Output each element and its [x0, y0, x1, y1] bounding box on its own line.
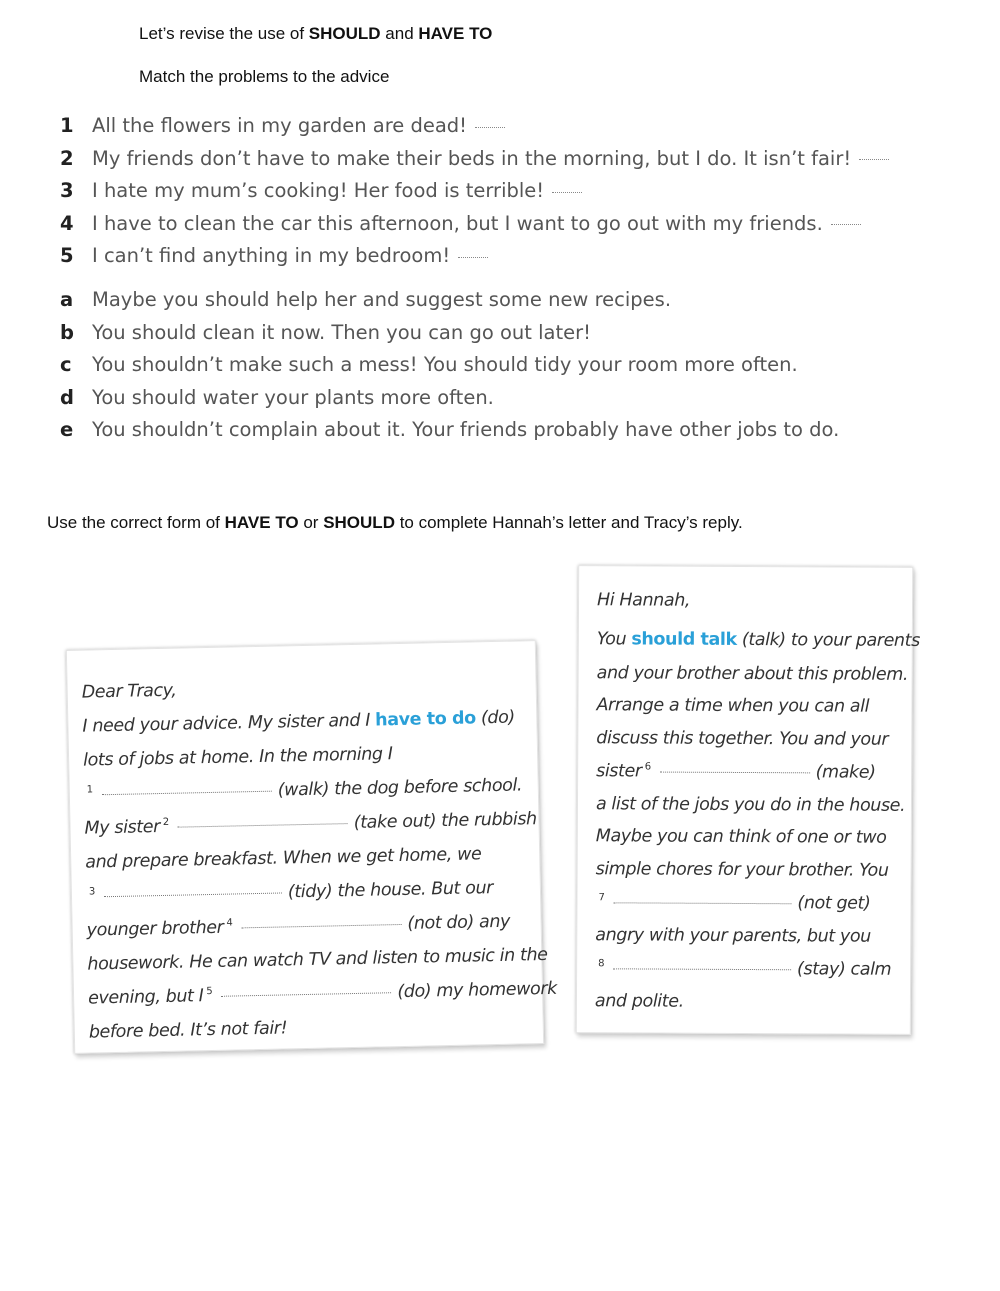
letter-line	[86, 878, 493, 907]
advice-letter: d	[60, 385, 74, 409]
letter-text: younger brother	[86, 917, 224, 941]
letter-line: and prepare breakfast. When we get home, we	[85, 844, 482, 873]
reply-text: (make)	[815, 762, 876, 783]
reply-line: Maybe you can think of one or two	[595, 826, 887, 848]
problem-text: I hate my mum’s cooking! Her food is terrible!	[92, 179, 545, 202]
letter-text: (do) my homework	[397, 978, 558, 1003]
tracy-reply-card	[576, 565, 920, 1035]
blank-number: 3	[88, 886, 95, 898]
problem-number: 2	[60, 146, 74, 170]
letter-line: lots of jobs at home. In the morning I	[82, 744, 393, 771]
advice-text: Maybe you should help her and suggest some new recipes.	[92, 288, 672, 311]
reply-line	[595, 892, 870, 913]
gap-fill-3[interactable]	[104, 891, 282, 897]
reply-line	[597, 629, 920, 651]
tracy-reply-text	[594, 586, 920, 1028]
blank-number: 2	[162, 817, 169, 829]
advice-list	[60, 284, 839, 447]
advice-text: You should clean it now. Then you can go out later!	[92, 320, 591, 344]
reply-text: sister	[596, 761, 642, 782]
advice-item	[60, 317, 839, 350]
advice-letter: b	[60, 320, 74, 344]
reply-line	[595, 958, 891, 980]
problem-item	[60, 240, 889, 273]
problem-number: 1	[60, 114, 74, 137]
match-instruction: Match the problems to the advice	[139, 67, 390, 86]
problem-text: I can’t find anything in my bedroom!	[92, 244, 451, 267]
reply-text: (stay) calm	[797, 959, 892, 980]
instruction-text: Use the correct form of	[47, 513, 225, 532]
instruction-keyword-have-to: HAVE TO	[224, 513, 299, 532]
letter-line: housework. He can watch TV and listen to music in the	[87, 944, 548, 975]
gap-fill-4[interactable]	[241, 923, 401, 928]
instruction-text-or: or	[298, 513, 324, 532]
advice-text: You shouldn’t complain about it. Your friends probably have other jobs to do.	[92, 418, 840, 441]
letter-text: (do)	[475, 707, 516, 729]
letter-text: (take out) the rubbish	[353, 809, 537, 833]
letter-text: (walk) the dog before school.	[277, 775, 523, 801]
answer-blank[interactable]	[552, 191, 582, 193]
problem-text: All the flowers in my garden are dead!	[92, 114, 468, 137]
problem-item	[60, 175, 889, 208]
gap-fill-2[interactable]	[178, 822, 348, 828]
letter-line	[86, 912, 510, 941]
hannah-letter-text	[81, 663, 558, 1043]
advice-item	[60, 349, 839, 382]
problem-item	[60, 143, 889, 176]
blank-number: 5	[206, 986, 213, 998]
gap-fill-6[interactable]	[660, 771, 810, 774]
blank-number: 8	[598, 958, 605, 970]
reply-line: Arrange a time when you can all	[596, 695, 870, 717]
reply-line: angry with your parents, but you	[595, 925, 871, 947]
instruction-text-end: to complete Hannah’s letter and Tracy’s reply.	[394, 513, 743, 532]
advice-item	[60, 414, 839, 447]
answer-blank[interactable]	[458, 256, 488, 258]
example-answer: have to do	[374, 708, 477, 731]
reply-text: (not get)	[797, 893, 871, 914]
letter-line	[84, 775, 523, 804]
letter-instruction	[47, 513, 743, 533]
advice-text: You should water your plants more often.	[92, 385, 494, 409]
advice-letter: e	[60, 418, 74, 441]
reply-line	[596, 761, 876, 782]
reply-line: a list of the jobs you do in the house.	[595, 794, 906, 816]
letter-text: (tidy) the house. But our	[287, 878, 494, 903]
advice-letter: c	[60, 353, 72, 376]
blank-number: 1	[86, 784, 93, 796]
reply-line: and polite.	[594, 991, 684, 1012]
reply-text: (talk) to your parents	[736, 629, 920, 651]
letter-text: (not do) any	[407, 911, 511, 934]
example-answer: should talk	[631, 629, 737, 650]
letter-line	[84, 809, 537, 838]
advice-text: You shouldn’t make such a mess! You should tidy your room more often.	[92, 353, 798, 376]
answer-blank[interactable]	[831, 223, 861, 225]
problems-list	[60, 110, 889, 273]
problem-number: 3	[60, 179, 74, 202]
reply-line: simple chores for your brother. You	[595, 859, 889, 881]
instruction-keyword-should: SHOULD	[323, 513, 395, 532]
letter-greeting: Dear Tracy,	[81, 680, 177, 703]
letter-text: My sister	[84, 817, 161, 839]
problem-item	[60, 208, 889, 241]
problem-number: 5	[60, 244, 74, 267]
blank-number: 4	[226, 917, 233, 929]
gap-fill-5[interactable]	[221, 991, 391, 997]
advice-item	[60, 382, 839, 415]
problem-number: 4	[60, 211, 74, 235]
letter-text: evening, but I	[87, 986, 204, 1009]
intro-text: Let’s revise the use of	[139, 24, 309, 43]
hannah-letter-card	[66, 640, 558, 1054]
intro-title	[139, 24, 492, 44]
blank-number: 6	[644, 761, 651, 773]
intro-keyword-have-to: HAVE TO	[418, 24, 493, 43]
advice-letter: a	[60, 288, 74, 311]
reply-text: You	[596, 629, 632, 650]
intro-text-and: and	[380, 24, 419, 43]
blank-number: 7	[598, 892, 605, 904]
advice-item	[60, 284, 839, 317]
gap-fill-8[interactable]	[613, 967, 791, 970]
problem-text: My friends don’t have to make their beds in the morning, but I do. It isn’t fair!	[92, 146, 852, 170]
letter-line: before bed. It’s not fair!	[88, 1018, 288, 1043]
answer-blank[interactable]	[475, 126, 505, 128]
answer-blank[interactable]	[859, 158, 889, 160]
letter-line	[88, 979, 557, 1009]
gap-fill-1[interactable]	[102, 790, 272, 796]
reply-greeting: Hi Hannah,	[596, 590, 691, 611]
reply-line: and your brother about this problem.	[596, 663, 909, 685]
problem-item	[60, 110, 889, 143]
letter-line	[82, 708, 515, 737]
gap-fill-7[interactable]	[613, 901, 791, 904]
letter-text: I need your advice. My sister and I	[82, 710, 376, 737]
intro-keyword-should: SHOULD	[308, 24, 381, 43]
problem-text: I have to clean the car this afternoon, but I want to go out with my friends.	[92, 211, 823, 235]
reply-line: discuss this together. You and your	[596, 728, 889, 750]
